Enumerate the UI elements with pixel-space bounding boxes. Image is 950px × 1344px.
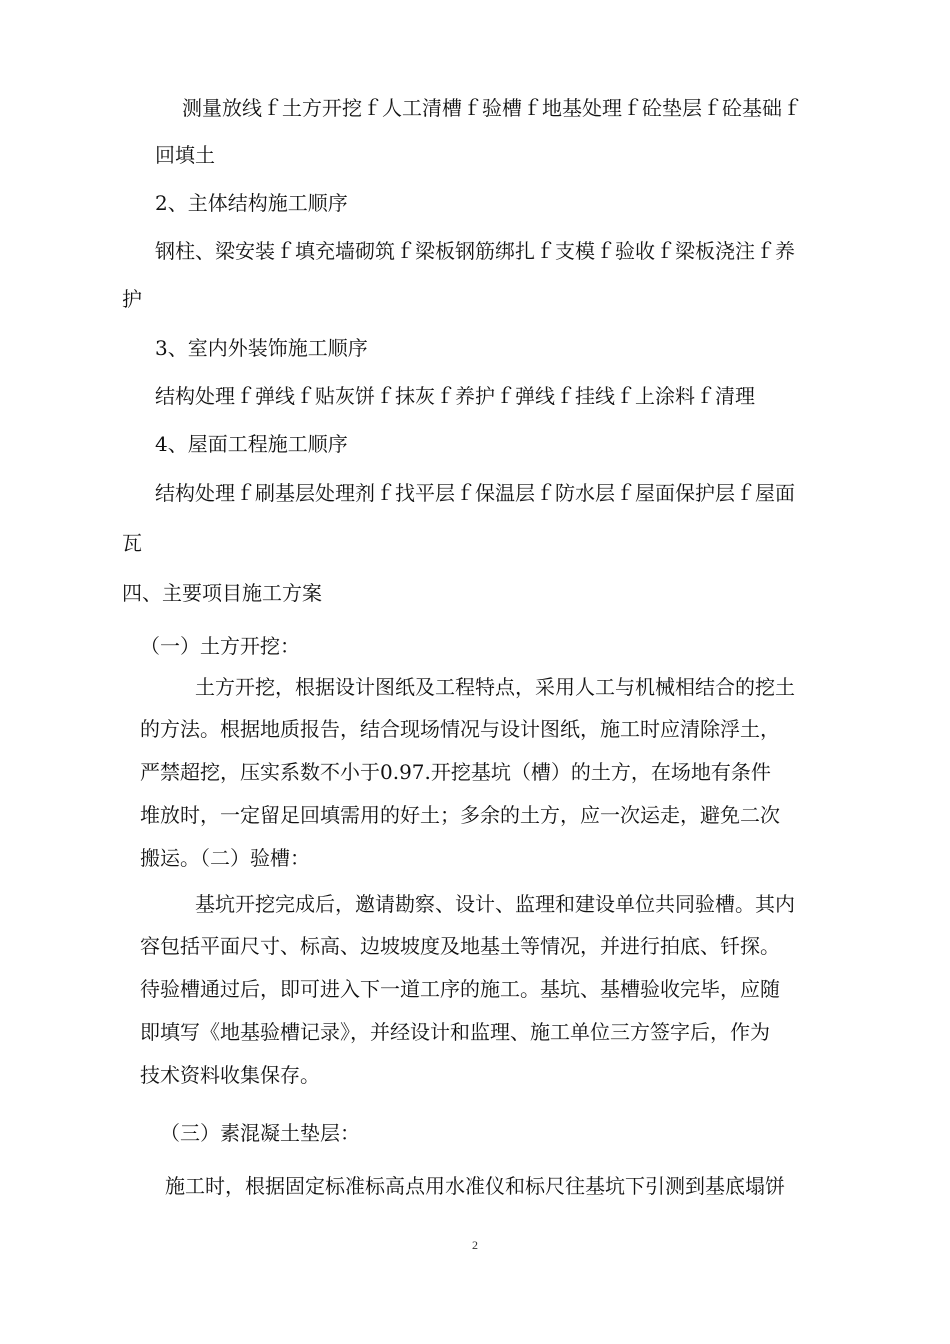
text-line: 严禁超挖，压实系数不小于0.97.开挖基坑（槽）的土方，在场地有条件 <box>140 760 771 784</box>
page-number: 2 <box>472 1238 478 1252</box>
text-line: 护 <box>122 287 142 311</box>
text-line: 土方开挖，根据设计图纸及工程特点，采用人工与机械相结合的挖土 <box>195 675 795 699</box>
text-line: 结构处理ｆ弹线ｆ贴灰饼ｆ抹灰ｆ养护ｆ弹线ｆ挂线ｆ上涂料ｆ清理 <box>155 384 755 408</box>
subsection-heading: （三）素混凝土垫层： <box>160 1121 360 1145</box>
text-line: 钢柱、梁安装ｆ填充墙砌筑ｆ梁板钢筋绑扎ｆ支模ｆ验收ｆ梁板浇注ｆ养 <box>155 239 795 263</box>
text-line: 2、主体结构施工顺序 <box>155 191 348 215</box>
text-line: 瓦 <box>122 531 142 555</box>
text-line: 回填土 <box>155 143 215 167</box>
text-line: 搬运。（二）验槽： <box>140 846 310 870</box>
text-line: 技术资料收集保存。 <box>140 1063 320 1087</box>
section-heading: 四、主要项目施工方案 <box>122 581 322 605</box>
text-line: 待验槽通过后，即可进入下一道工序的施工。基坑、基槽验收完毕，应随 <box>140 977 780 1001</box>
text-line: 即填写《地基验槽记录》，并经设计和监理、施工单位三方签字后，作为 <box>140 1020 770 1044</box>
text-line: 4、屋面工程施工顺序 <box>155 432 348 456</box>
text-line: 的方法。根据地质报告，结合现场情况与设计图纸，施工时应清除浮土， <box>140 717 780 741</box>
text-line: 容包括平面尺寸、标高、边坡坡度及地基土等情况，并进行拍底、钎探。 <box>140 934 780 958</box>
text-line: 3、室内外装饰施工顺序 <box>155 336 368 360</box>
subsection-heading: （一）土方开挖： <box>140 634 300 658</box>
text-line: 测量放线ｆ土方开挖ｆ人工清槽ｆ验槽ｆ地基处理ｆ砼垫层ｆ砼基础ｆ <box>182 96 802 120</box>
text-line: 基坑开挖完成后，邀请勘察、设计、监理和建设单位共同验槽。其内 <box>195 892 795 916</box>
text-line: 堆放时，一定留足回填需用的好土；多余的土方，应一次运走，避免二次 <box>140 803 780 827</box>
text-line: 结构处理ｆ刷基层处理剂ｆ找平层ｆ保温层ｆ防水层ｆ屋面保护层ｆ屋面 <box>155 481 795 505</box>
text-line: 施工时，根据固定标准标高点用水准仪和标尺往基坑下引测到基底塌饼 <box>165 1174 785 1198</box>
